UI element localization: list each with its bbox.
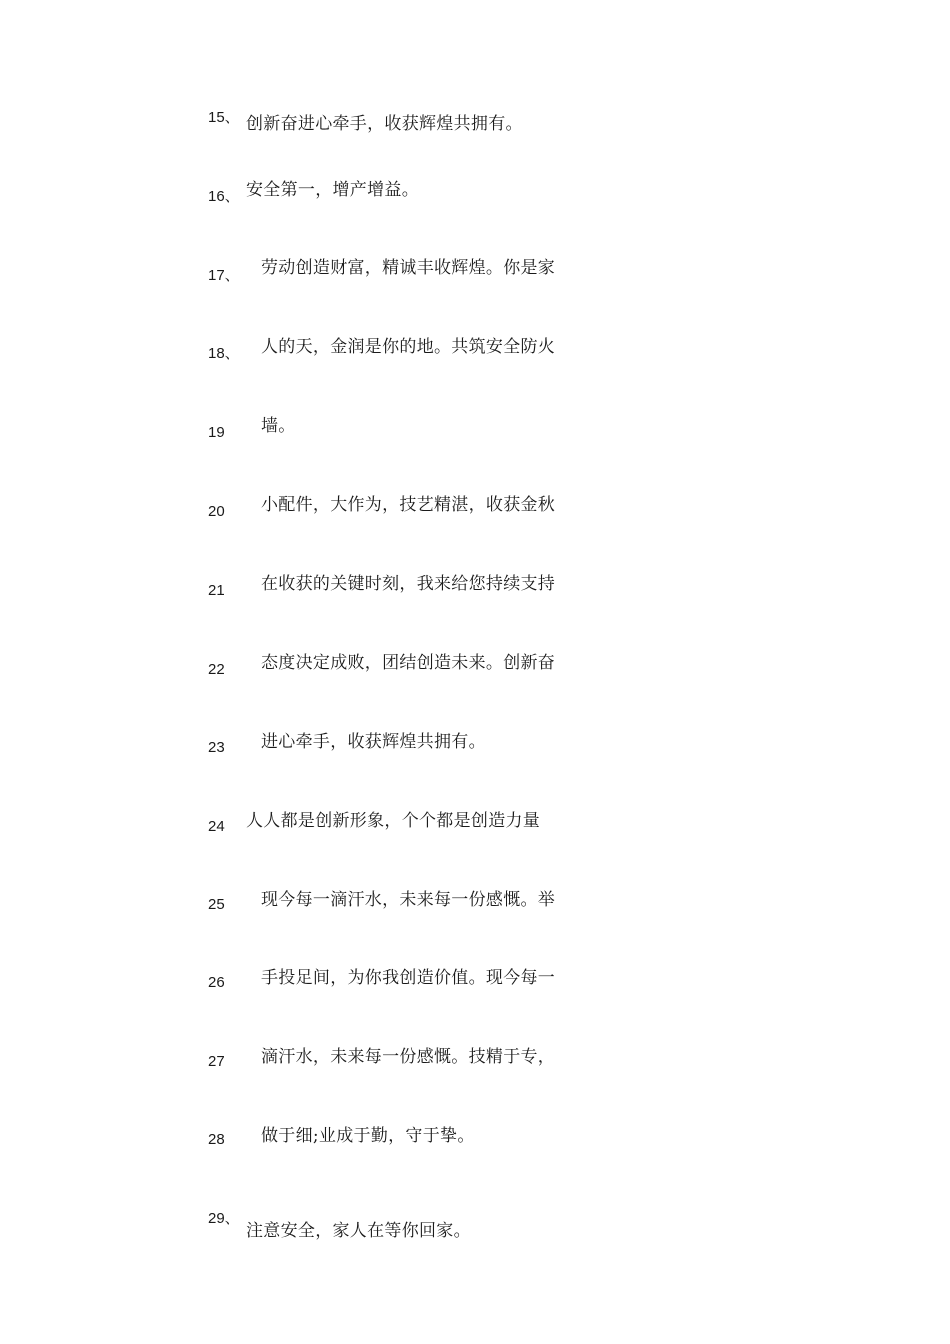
item-text: 进心牵手，收获辉煌共拥有。 [261,732,486,752]
item-text: 人人都是创新形象，个个都是创造力量 [246,811,541,831]
item-text: 人的天，金润是你的地。共筑安全防火 [261,337,556,357]
item-number: 25 [208,896,225,913]
item-text: 注意安全，家人在等你回家。 [246,1221,471,1241]
item-number: 22 [208,661,225,678]
item-number: 23 [208,739,225,756]
item-number: 21 [208,582,225,599]
item-text: 小配件，大作为，技艺精湛，收获金秋 [261,495,556,515]
item-number: 29、 [208,1210,240,1227]
list-item [0,1124,950,1164]
item-text: 态度决定成败，团结创造未来。创新奋 [261,653,556,673]
item-text: 手投足间，为你我创造价值。现今每一 [261,968,556,988]
item-number: 15、 [208,109,240,126]
item-text: 在收获的关键时刻，我来给您持续支持 [261,574,556,594]
item-number: 19 [208,424,225,441]
list-item [0,651,950,691]
list-item [0,888,950,928]
item-text: 滴汗水，未来每一份感慨。技精于专， [261,1047,556,1067]
list-item [0,493,950,533]
list-item [0,1209,950,1249]
item-text: 墙。 [261,416,296,436]
item-number: 24 [208,818,225,835]
item-text: 安全第一，增产增益。 [246,180,419,200]
list-item [0,108,950,148]
item-number: 17、 [208,267,240,284]
item-number: 27 [208,1053,225,1070]
item-text: 创新奋进心牵手，收获辉煌共拥有。 [246,114,523,134]
list-item [0,730,950,770]
item-number: 16、 [208,188,240,205]
list-item [0,966,950,1006]
list-item [0,335,950,375]
item-number: 28 [208,1131,225,1148]
list-item [0,178,950,218]
item-number: 20 [208,503,225,520]
item-text: 现今每一滴汗水，未来每一份感慨。举 [261,890,556,910]
item-number: 26 [208,974,225,991]
list-item [0,809,950,849]
list-item [0,1045,950,1085]
item-number: 18、 [208,345,240,362]
list-item [0,414,950,454]
list-item [0,572,950,612]
item-text: 做于细;业成于勤，守于挚。 [261,1126,475,1146]
item-text: 劳动创造财富，精诚丰收辉煌。你是家 [261,258,556,278]
list-item [0,256,950,296]
